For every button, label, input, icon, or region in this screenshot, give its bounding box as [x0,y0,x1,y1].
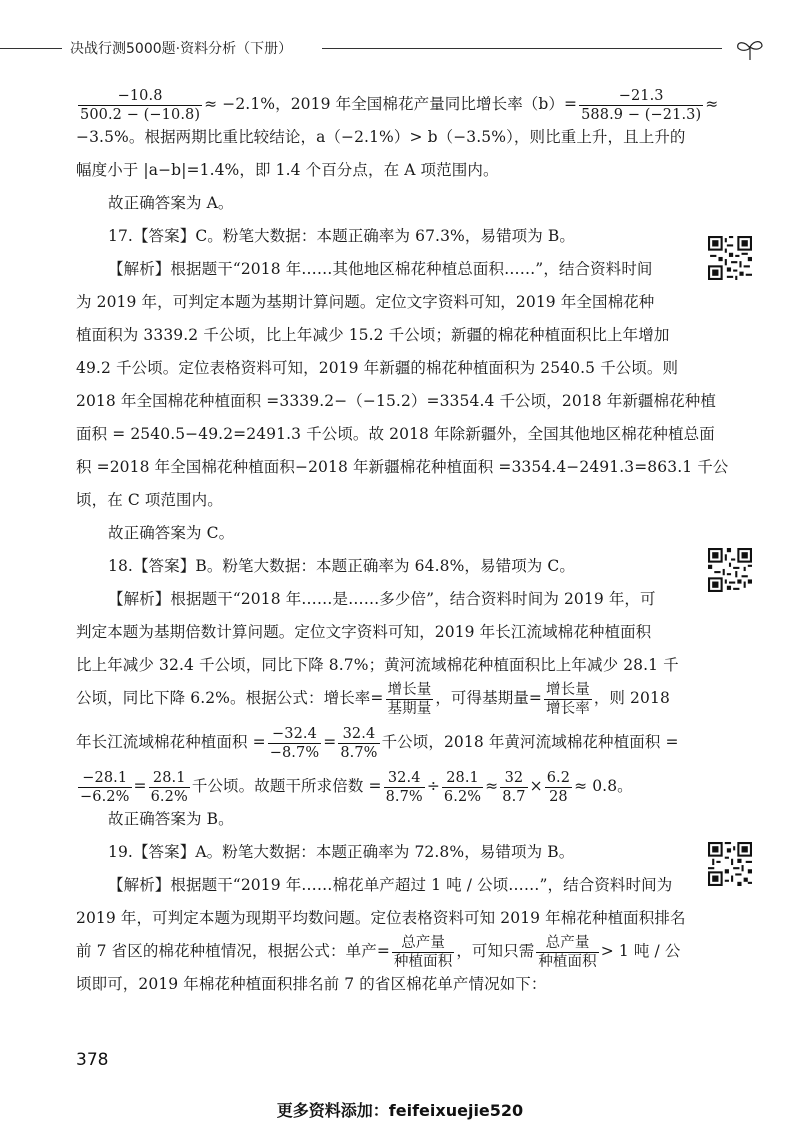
fraction: $\frac{-21.3}{588.9 - (-21.3)}$ [581,87,702,123]
sprout-icon [734,38,766,62]
header-rule-left [0,48,62,49]
qr-code-icon [708,842,752,886]
qr-code-q17[interactable] [708,236,752,280]
qr-code-q19[interactable] [708,842,752,886]
text-line: 植面积为 3339.2 千公顷，比上年减少 15.2 千公顷；新疆的棉花种植面积比上年增加 [76,326,670,344]
fraction: $\frac{\text{总产量}}{\text{种植面积}}$ [393,934,453,970]
qr-code-icon [708,548,752,592]
footer-note: 更多资料添加：feifeixuejie520 [276,1101,524,1120]
fraction: $\frac{6.2}{28}$ [546,769,571,805]
fraction: $\frac{28.1}{6.2\%}$ [150,769,188,805]
fraction: $\frac{-28.1}{-6.2\%}$ [80,769,130,805]
header-rule-right [322,48,722,49]
qr-code-icon [708,236,752,280]
header-title: 决战行测5000题·资料分析（下册） [70,41,293,57]
text-line: 2019 年，可判定本题为现期平均数问题。定位表格资料可知 2019 年棉花种植面积排名 [76,909,686,927]
text-line: 为 2019 年，可判定本题为基期计算问题。定位文字资料可知，2019 年全国棉花种 [76,293,655,311]
text-line: 【解析】根据题干“2019 年……棉花单产超过 1 吨 / 公顷……”，结合资料时间为 [108,876,673,894]
qr-code-q18[interactable] [708,548,752,592]
formula-line: $\frac{-28.1}{-6.2\%}$ = $\frac{28.1}{6.2\%}$ 千公顷。故题干所求倍数 = $\frac{32.4}{8.7\%}$ ÷ $\frac{28.1}{6.2\%}$ ≈ $\frac{32}{8.7}$ × $\frac{6.2}{28}$ ≈ 0.8。 [80,769,633,805]
running-header [0,36,800,60]
fraction: $\frac{32.4}{8.7\%}$ [385,769,423,805]
text-line: 【解析】根据题干“2018 年……是……多少倍”，结合资料时间为 2019 年，可 [108,590,656,608]
q17-answer-line: 17.【答案】C。粉笔大数据：本题正确率为 67.3%，易错项为 B。 [108,227,575,245]
text-line: 49.2 千公顷。定位表格资料可知，2019 年新疆的棉花种植面积为 2540.5 千公顷。则 [76,359,679,377]
fraction: $\frac{\text{总产量}}{\text{种植面积}}$ [538,934,597,970]
text-line: 积 =2018 年全国棉花种植面积−2018 年新疆棉花种植面积 =3354.4−2491.3=863.1 千公 [76,458,729,476]
page-number: 378 [76,1050,109,1070]
fraction: $\frac{28.1}{6.2\%}$ [443,769,482,805]
formula-line: 年长江流域棉花种植面积 = $\frac{-32.4}{-8.7\%}$ = $\frac{32.4}{8.7\%}$ 千公顷，2018 年黄河流域棉花种植面积 = [76,725,679,761]
text-line: 顷即可，2019 年棉花种植面积排名前 7 的省区棉花单产情况如下： [76,975,547,993]
text-line: 2018 年全国棉花种植面积 =3339.2−（−15.2）=3354.4 千公顷，2018 年新疆棉花种植 [76,392,716,410]
text-line: 顷，在 C 项范围内。 [76,491,223,509]
fraction: $\frac{32.4}{8.7\%}$ [340,725,378,761]
fraction: $\frac{\text{增长量}}{\text{增长率}}$ [546,681,590,717]
text-line: 【解析】根据题干“2018 年……其他地区棉花种植总面积……”，结合资料时间 [108,260,653,278]
fraction: $\frac{\text{增长量}}{\text{基期量}}$ [387,681,432,717]
text-line: 面积 = 2540.5−49.2=2491.3 千公顷。故 2018 年除新疆外，全国其他地区棉花种植总面 [76,425,715,443]
text-line: −3.5%。根据两期比重比较结论，a（−2.1%）> b（−3.5%），则比重上升，且上升的 [76,128,686,146]
answer-conclusion: 故正确答案为 C。 [108,524,235,542]
page-content [76,82,729,995]
q19-answer-line: 19.【答案】A。粉笔大数据：本题正确率为 72.8%，易错项为 B。 [108,843,575,861]
answer-conclusion: 故正确答案为 B。 [108,810,234,828]
formula-line: 前 7 省区的棉花种植情况，根据公式：单产= $\frac{\text{总产量}}{\text{种植面积}}$ ，可知只需 $\frac{\text{总产量}}{\text{种植面积}}$ > 1 吨 / 公 [76,934,681,970]
formula-line: 公顷，同比下降 6.2%。根据公式：增长率= $\frac{\text{增长量}}{\text{基期量}}$ ，可得基期量= $\frac{\text{增长量}}{\text{增长率}}$ ，则 2018 [76,681,670,717]
q18-answer-line: 18.【答案】B。粉笔大数据：本题正确率为 64.8%，易错项为 C。 [108,557,575,575]
text-line: 幅度小于 |a−b|=1.4%，即 1.4 个百分点，在 A 项范围内。 [76,161,499,179]
fraction: $\frac{-10.8}{500.2 - (-10.8)}$ [80,87,201,123]
text-line: 判定本题为基期倍数计算问题。定位文字资料可知，2019 年长江流域棉花种植面积 [76,623,652,641]
text-line: 比上年减少 32.4 千公顷，同比下降 8.7%；黄河流域棉花种植面积比上年减少 28.1 千 [76,656,679,674]
text-line: $\frac{-10.8}{500.2 - (-10.8)}$ ≈ −2.1%，2019 年全国棉花产量同比增长率（b）= $\frac{-21.3}{588.9 - (-21.3)}$ ≈ [80,87,719,123]
answer-conclusion: 故正确答案为 A。 [108,194,234,212]
fraction: $\frac{32}{8.7}$ [502,769,526,805]
fraction: $\frac{-32.4}{-8.7\%}$ [269,725,320,761]
